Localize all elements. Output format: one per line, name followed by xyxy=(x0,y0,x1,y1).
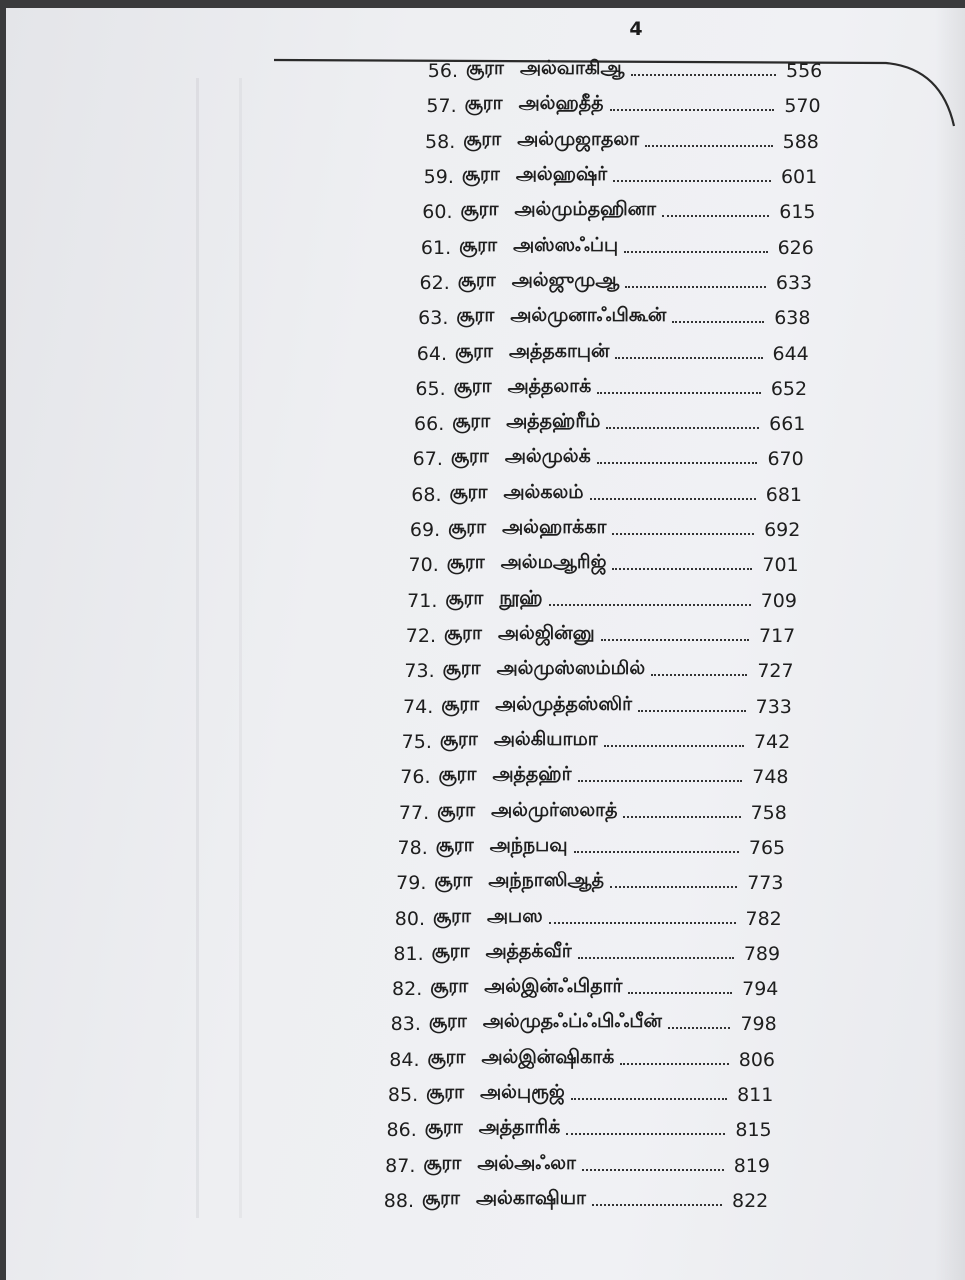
toc-row xyxy=(377,1005,787,1035)
toc-dot-leader xyxy=(672,321,764,323)
toc-entry-number: 85. xyxy=(387,1084,419,1107)
toc-entry-title: அல்கியாமா xyxy=(493,727,598,750)
toc-row xyxy=(400,405,815,435)
toc-entry-number: 76. xyxy=(400,766,431,789)
toc-entry-sura-word: சூரா xyxy=(427,1045,466,1068)
toc-dot-leader xyxy=(582,1169,724,1171)
toc-row xyxy=(411,123,828,153)
toc-entry-page: 822 xyxy=(732,1190,769,1212)
toc-entry-sura-word: சூரா xyxy=(457,268,496,291)
toc-entry-page: 798 xyxy=(740,1013,777,1036)
toc-entry-sura-word: சூரா xyxy=(453,374,492,397)
toc-entry-title: அல்முனாஃபிகூன் xyxy=(510,304,667,327)
toc-dot-leader xyxy=(566,1133,725,1135)
toc-dot-leader xyxy=(571,1098,727,1100)
toc-entry-sura-word: சூரா xyxy=(446,551,485,574)
toc-entry-title: அல்முதஃப்ஃபிஃபீன் xyxy=(482,1010,662,1033)
toc-entry-sura-word: சூரா xyxy=(445,586,484,609)
toc-entry-number: 79. xyxy=(396,872,427,895)
toc-row xyxy=(389,688,801,718)
toc-dot-leader xyxy=(574,851,739,853)
toc-entry-title: நூஹ் xyxy=(499,586,543,609)
toc-entry-title: அத்தக்வீர் xyxy=(485,939,572,962)
toc-dot-leader xyxy=(610,109,775,111)
toc-entry-title: அந்நபவு xyxy=(489,833,568,856)
toc-entry-sura-word: சூரா xyxy=(466,57,504,79)
toc-entry-number: 56. xyxy=(427,60,458,82)
toc-entry-page: 742 xyxy=(753,730,791,753)
toc-entry-page: 811 xyxy=(737,1084,774,1107)
toc-entry-sura-word: சூரா xyxy=(434,869,473,892)
toc-entry-number: 66. xyxy=(414,413,445,436)
toc-entry-number: 82. xyxy=(392,978,423,1001)
toc-entry-page: 681 xyxy=(765,483,803,506)
toc-entry-page: 717 xyxy=(759,625,796,647)
toc-entry-number: 62. xyxy=(419,271,450,294)
toc-entry-number: 57. xyxy=(426,95,457,118)
toc-entry-page: 748 xyxy=(752,766,789,789)
toc-entry-page: 692 xyxy=(764,519,801,542)
toc-row xyxy=(387,758,799,788)
toc-entry-title: அத்தஹ்ர் xyxy=(492,763,572,786)
toc-entry-sura-word: சூரா xyxy=(439,727,478,750)
toc-entry-sura-word: சூரா xyxy=(430,975,469,998)
toc-row xyxy=(371,1147,779,1177)
toc-entry-number: 84. xyxy=(389,1048,420,1071)
toc-entry-page: 670 xyxy=(767,448,804,471)
toc-row xyxy=(403,335,819,365)
toc-entry-sura-word: சூரா xyxy=(422,1187,460,1209)
toc-dot-leader xyxy=(597,392,761,394)
toc-row xyxy=(378,970,788,1000)
toc-entry-number: 74. xyxy=(403,695,434,718)
toc-entry-sura-word: சூரா xyxy=(452,410,491,433)
toc-entry-page: 819 xyxy=(733,1154,770,1177)
toc-entry-title: அல்மஆரிஜ் xyxy=(500,551,607,574)
toc-dot-leader xyxy=(612,533,754,535)
toc-entry-number: 61. xyxy=(420,236,452,259)
toc-row xyxy=(385,794,796,824)
toc-entry-title: அபஸ xyxy=(486,904,543,927)
toc-entry-page: 782 xyxy=(745,907,782,930)
toc-row xyxy=(392,617,805,647)
toc-entry-number: 64. xyxy=(416,342,447,365)
toc-entry-sura-word: சூரா xyxy=(460,198,499,221)
toc-row xyxy=(406,264,822,294)
toc-dot-leader xyxy=(624,251,767,253)
toc-dot-leader xyxy=(590,498,756,500)
toc-entry-page: 638 xyxy=(774,307,811,330)
toc-entry-page: 789 xyxy=(743,942,781,965)
toc-entry-sura-word: சூரா xyxy=(431,939,470,962)
toc-entry-page: 661 xyxy=(769,413,806,436)
toc-dot-leader xyxy=(668,1027,731,1029)
toc-dot-leader xyxy=(592,1204,722,1206)
toc-entry-number: 60. xyxy=(422,201,453,224)
toc-entry-number: 81. xyxy=(393,942,424,965)
toc-row xyxy=(414,52,832,82)
toc-dot-leader xyxy=(606,427,759,429)
toc-dot-leader xyxy=(631,74,776,76)
toc-dot-leader xyxy=(578,780,743,782)
toc-entry-page: 570 xyxy=(784,95,821,118)
toc-row xyxy=(384,829,795,859)
toc-entry-title: அல்காஷியா xyxy=(475,1187,586,1209)
toc-dot-leader xyxy=(604,745,744,747)
toc-dot-leader xyxy=(662,215,769,217)
toc-entry-sura-word: சூரா xyxy=(444,622,482,644)
toc-entry-title: அந்நாஸிஆத் xyxy=(488,869,604,892)
toc-entry-title: அல்ஹதீத் xyxy=(518,92,604,115)
toc-entry-sura-word: சூரா xyxy=(435,833,474,856)
toc-row xyxy=(388,723,800,753)
toc-dot-leader xyxy=(597,462,758,464)
toc-row xyxy=(410,158,827,188)
toc-entry-page: 701 xyxy=(762,554,799,577)
toc-entry-title: அல்புரூஜ் xyxy=(480,1081,565,1104)
book-page xyxy=(6,8,965,1280)
toc-row xyxy=(370,1182,778,1212)
toc-entry-number: 87. xyxy=(385,1154,416,1177)
toc-entry-sura-word: சூரா xyxy=(456,304,495,327)
toc-dot-leader xyxy=(610,886,737,888)
toc-entry-sura-word: சூரா xyxy=(424,1116,463,1139)
toc-entry-sura-word: சூரா xyxy=(433,904,471,927)
toc-entry-sura-word: சூரா xyxy=(428,1010,467,1033)
toc-entry-sura-word: சூரா xyxy=(464,92,503,115)
toc-entry-number: 77. xyxy=(398,801,430,824)
toc-dot-leader xyxy=(623,816,740,818)
toc-entry-sura-word: சூரா xyxy=(441,692,480,715)
toc-entry-page: 588 xyxy=(782,130,819,153)
toc-entry-number: 72. xyxy=(405,625,436,647)
toc-entry-number: 71. xyxy=(407,589,438,612)
toc-entry-page: 633 xyxy=(775,271,813,294)
toc-row xyxy=(382,864,793,894)
toc-dot-leader xyxy=(645,145,773,147)
toc-entry-title: அல்மும்தஹினா xyxy=(514,198,657,221)
toc-entry-page: 765 xyxy=(748,836,786,859)
toc-entry-sura-word: சூரா xyxy=(461,162,500,185)
toc-dot-leader xyxy=(549,604,751,606)
toc-entry-title: அல்ஜின்னு xyxy=(497,622,595,644)
toc-entry-number: 73. xyxy=(404,660,435,683)
toc-row xyxy=(381,900,792,930)
page-number: 4 xyxy=(629,18,643,40)
toc-entry-sura-word: சூரா xyxy=(450,445,489,468)
toc-entry-title: அல்ஹாக்கா xyxy=(502,516,607,539)
toc-entry-sura-word: சூரா xyxy=(463,127,502,150)
toc-entry-page: 794 xyxy=(742,978,779,1001)
toc-entry-title: அத்தகாபுன் xyxy=(508,339,610,362)
toc-row xyxy=(399,440,814,470)
toc-entry-page: 556 xyxy=(786,60,823,82)
toc-entry-page: 644 xyxy=(772,342,809,365)
toc-entry-page: 758 xyxy=(750,801,787,824)
toc-entry-number: 63. xyxy=(418,307,449,330)
toc-entry-title: அல்முத்தஸ்ஸிர் xyxy=(495,692,633,715)
toc-entry-page: 652 xyxy=(770,377,808,400)
toc-entry-page: 615 xyxy=(779,201,816,224)
toc-dot-leader xyxy=(651,674,747,676)
toc-entry-title: அஸ்ஸஃப்பு xyxy=(513,233,619,256)
toc-entry-sura-word: சூரா xyxy=(459,233,498,256)
toc-entry-number: 58. xyxy=(425,130,456,153)
toc-row xyxy=(391,652,804,682)
toc-row xyxy=(398,476,812,506)
toc-entry-sura-word: சூரா xyxy=(438,763,477,786)
toc-entry-page: 626 xyxy=(777,236,814,259)
toc-entry-page: 709 xyxy=(760,589,797,612)
toc-row xyxy=(373,1111,782,1141)
toc-row xyxy=(393,582,806,612)
toc-entry-number: 65. xyxy=(415,377,446,400)
toc-row xyxy=(404,299,820,329)
toc-entry-number: 78. xyxy=(397,836,428,859)
toc-entry-page: 727 xyxy=(757,660,794,683)
toc-entry-sura-word: சூரா xyxy=(448,516,487,539)
toc-entry-number: 68. xyxy=(411,483,442,506)
toc-entry-title: அத்தாரிக் xyxy=(478,1116,561,1139)
toc-row xyxy=(402,370,817,400)
toc-entry-title: அத்தஹ்ரீம் xyxy=(506,410,601,433)
toc-dot-leader xyxy=(625,286,765,288)
toc-entry-number: 75. xyxy=(401,730,432,753)
toc-entry-number: 59. xyxy=(423,165,454,188)
toc-row xyxy=(409,193,826,223)
toc-dot-leader xyxy=(613,180,771,182)
toc-entry-title: அல்அஃலா xyxy=(477,1151,576,1174)
toc-entry-page: 733 xyxy=(755,695,792,718)
toc-row xyxy=(376,1041,785,1071)
toc-entry-number: 83. xyxy=(390,1013,421,1036)
table-of-contents xyxy=(6,8,965,1280)
toc-entry-title: அல்முர்ஸலாத் xyxy=(491,798,618,821)
toc-dot-leader xyxy=(638,710,746,712)
toc-dot-leader xyxy=(628,992,732,994)
toc-row xyxy=(413,87,831,117)
toc-entry-sura-word: சூரா xyxy=(423,1151,462,1174)
toc-entry-title: அல்ஜுமுஆ xyxy=(511,268,620,291)
toc-entry-title: அல்கலம் xyxy=(503,480,584,503)
toc-dot-leader xyxy=(549,922,736,924)
toc-entry-sura-word: சூரா xyxy=(455,339,493,362)
toc-entry-page: 815 xyxy=(735,1119,772,1142)
toc-row xyxy=(395,546,809,576)
toc-entry-sura-word: சூரா xyxy=(449,480,488,503)
toc-entry-number: 70. xyxy=(408,554,439,577)
toc-entry-page: 806 xyxy=(738,1048,776,1071)
toc-dot-leader xyxy=(578,957,734,959)
toc-entry-number: 69. xyxy=(409,519,441,542)
toc-dot-leader xyxy=(612,568,752,570)
toc-entry-title: அத்தலாக் xyxy=(507,374,592,397)
toc-dot-leader xyxy=(615,357,762,359)
toc-entry-page: 773 xyxy=(747,872,784,895)
toc-entry-number: 86. xyxy=(386,1119,417,1142)
toc-row xyxy=(396,511,810,541)
toc-entry-title: அல்இன்ஃபிதார் xyxy=(484,975,623,998)
toc-entry-sura-word: சூரா xyxy=(442,657,481,680)
toc-entry-number: 80. xyxy=(394,907,425,930)
toc-entry-title: அல்வாகிஆ xyxy=(519,57,625,79)
toc-entry-title: அல்ஹஷ்ர் xyxy=(515,162,608,185)
toc-entry-title: அல்முஸ்ஸம்மில் xyxy=(496,657,646,680)
toc-entry-title: அல்இன்ஷிகாக் xyxy=(481,1045,615,1068)
toc-row xyxy=(380,935,790,965)
toc-row xyxy=(374,1076,783,1106)
toc-entry-sura-word: சூரா xyxy=(426,1081,465,1104)
toc-dot-leader xyxy=(601,639,749,641)
toc-entry-title: அல்முஜாதலா xyxy=(517,127,640,150)
toc-entry-sura-word: சூரா xyxy=(437,798,476,821)
toc-row xyxy=(407,229,823,259)
toc-entry-title: அல்முல்க் xyxy=(504,445,591,468)
toc-entry-number: 67. xyxy=(412,448,443,471)
toc-entry-page: 601 xyxy=(780,165,818,188)
toc-dot-leader xyxy=(620,1063,728,1065)
toc-entry-number: 88. xyxy=(383,1190,414,1212)
